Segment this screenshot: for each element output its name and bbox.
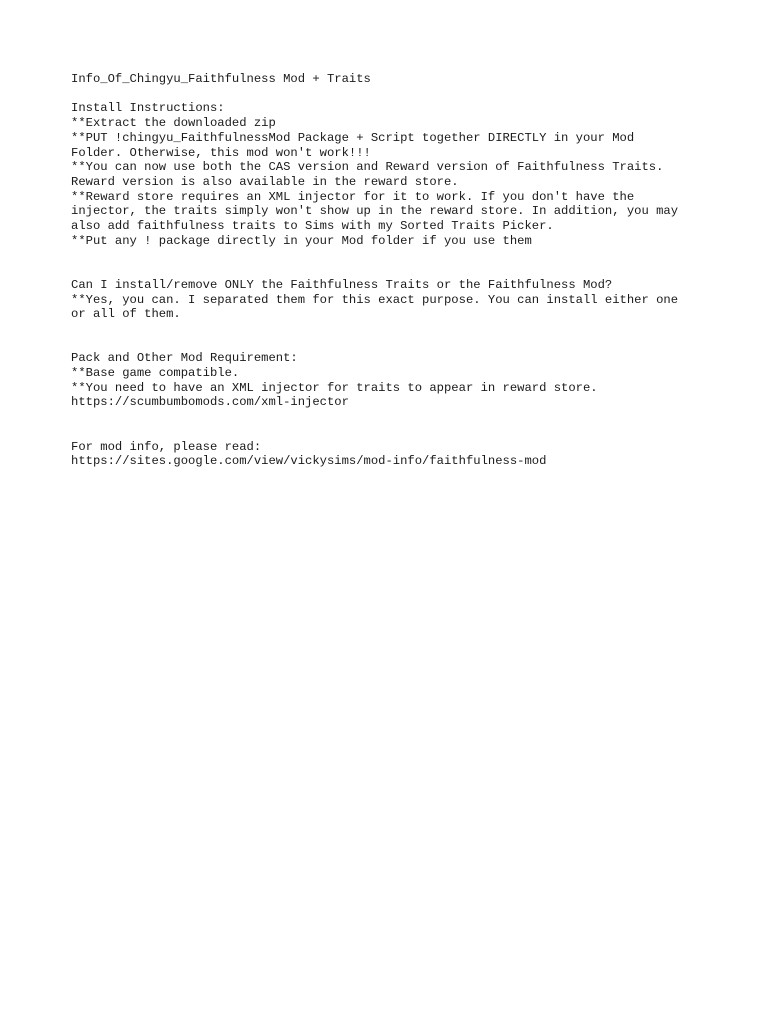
xml-injector-link-text[interactable]: https://scumbumbomods.com/xml-injector bbox=[71, 395, 349, 410]
faq-question: Can I install/remove ONLY the Faithfulness Traits or the Faithfulness Mod? bbox=[71, 277, 613, 292]
install-line: **Extract the downloaded zip bbox=[71, 116, 276, 131]
spacer bbox=[71, 87, 731, 102]
install-line: **You can now use both the CAS version and Reward version of Faithfulness Traits. bbox=[71, 160, 664, 175]
mod-info-link[interactable] bbox=[71, 454, 731, 469]
faq-section bbox=[71, 278, 731, 322]
install-line: injector, the traits simply won't show up in the reward store. In addition, you may bbox=[71, 204, 679, 219]
spacer bbox=[71, 322, 731, 351]
requirements-section bbox=[71, 351, 731, 410]
install-section bbox=[71, 101, 731, 248]
install-line: **PUT !chingyu_FaithfulnessMod Package + Script together DIRECTLY in your Mod bbox=[71, 130, 635, 145]
requirements-heading: Pack and Other Mod Requirement: bbox=[71, 351, 298, 366]
mod-info-link-text[interactable]: https://sites.google.com/view/vickysims/mod-info/faithfulness-mod bbox=[71, 454, 547, 469]
requirements-line: **You need to have an XML injector for traits to appear in reward store. bbox=[71, 380, 598, 395]
faq-answer-line: or all of them. bbox=[71, 307, 181, 322]
spacer bbox=[71, 410, 731, 439]
document-page bbox=[71, 72, 731, 469]
install-line: also add faithfulness traits to Sims with my Sorted Traits Picker. bbox=[71, 219, 554, 234]
install-line: Reward version is also available in the reward store. bbox=[71, 174, 459, 189]
info-heading: For mod info, please read: bbox=[71, 439, 262, 454]
xml-injector-link[interactable] bbox=[71, 395, 731, 410]
install-heading: Install Instructions: bbox=[71, 101, 225, 116]
info-section bbox=[71, 440, 731, 469]
document-title: Info_Of_Chingyu_Faithfulness Mod + Traits bbox=[71, 72, 371, 86]
requirements-line: **Base game compatible. bbox=[71, 366, 240, 381]
faq-answer-line: **Yes, you can. I separated them for this exact purpose. You can install either one bbox=[71, 292, 679, 307]
install-line: **Put any ! package directly in your Mod folder if you use them bbox=[71, 233, 532, 248]
spacer bbox=[71, 248, 731, 277]
install-line: Folder. Otherwise, this mod won't work!!! bbox=[71, 145, 371, 160]
install-line: **Reward store requires an XML injector for it to work. If you don't have the bbox=[71, 189, 635, 204]
